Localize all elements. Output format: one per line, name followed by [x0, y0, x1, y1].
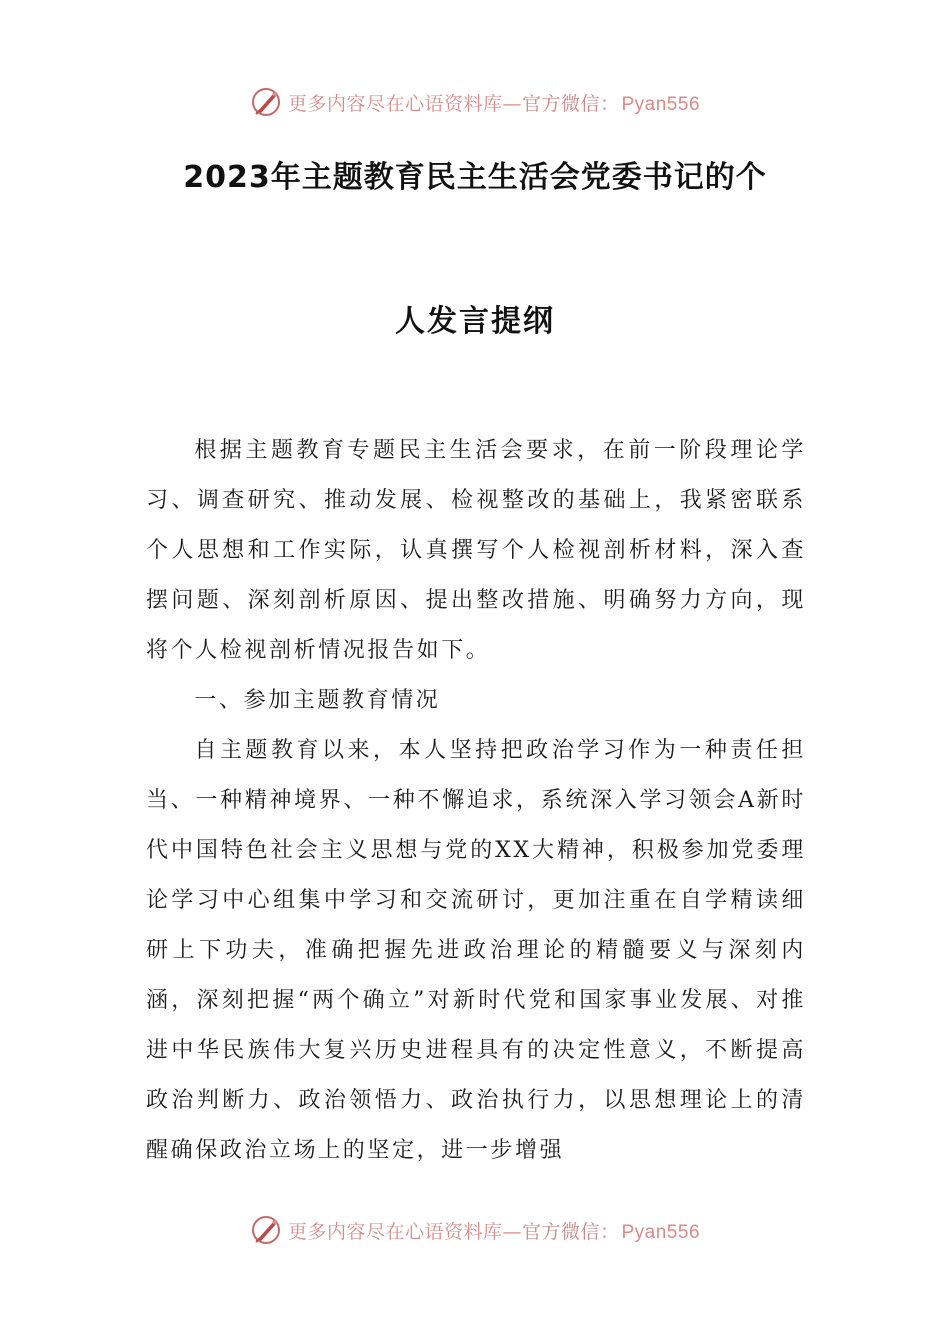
watermark-banner-top [0, 80, 950, 124]
watermark-text: 更多内容尽在心语资料库—官方微信： Pyan556 [287, 92, 701, 115]
document-title-line-1: 2023年主题教育民主生活会党委书记的个 [183, 160, 767, 195]
intro-paragraph: 根据主题教育专题民主生活会要求，在前一阶段理论学习、调查研究、推动发展、检视整改的基础上，我紧密联系个人思想和工作实际，认真撰写个人检视剖析材料，深入查摆问题、深刻剖析原因、提出整改措施、明确努力方向，现将个人检视剖析情况报告如下。 [146, 438, 806, 663]
section-paragraph: 自主题教育以来，本人坚持把政治学习作为一种责任担当、一种精神境界、一种不懈追求，系统深入学习领会A新时代中国特色社会主义思想与党的XX大精神，积极参加党委理论学习中心组集中学习和交流研讨，更加注重在自学精读细研上下功夫，准确把握先进政治理论的精髓要义与深刻内涵，深刻把握“两个确立”对新时代党和国家事业发展、对推进中华民族伟大复兴历史进程具有的决定性意义，不断提高政治判断力、政治领悟力、政治执行力，以思想理论上的清醒确保政治立场上的坚定，进一步增强 [146, 738, 806, 1163]
watermark-text: 更多内容尽在心语资料库—官方微信： Pyan556 [287, 1220, 701, 1243]
document-body [146, 426, 806, 1176]
document-title-line-2: 人发言提纲 [395, 304, 555, 339]
section-heading: 一、参加主题教育情况 [194, 688, 441, 713]
quill-pen-logo-icon [250, 1213, 284, 1247]
quill-pen-logo-icon [250, 85, 284, 119]
watermark-banner-bottom [0, 1208, 950, 1252]
